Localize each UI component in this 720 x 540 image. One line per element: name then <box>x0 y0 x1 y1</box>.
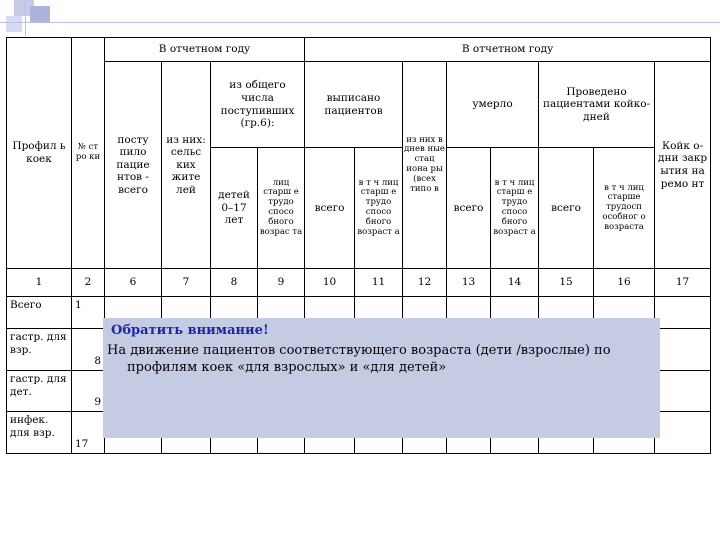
notice-text <box>107 343 655 377</box>
table-cell[interactable] <box>655 297 711 329</box>
column-number: 13 <box>447 269 491 297</box>
table-cell[interactable] <box>655 412 711 454</box>
column-number: 9 <box>258 269 305 297</box>
row-profile: инфек. для взр. <box>7 412 72 454</box>
header-died: умерло <box>447 62 539 148</box>
header-profile: Профил ь коек <box>7 38 72 269</box>
column-number: 7 <box>162 269 211 297</box>
table-cell[interactable] <box>655 371 711 412</box>
header-line-number: № ст ро ки <box>72 38 105 269</box>
header-period: В отчетном году <box>105 38 305 62</box>
column-number: 1 <box>7 269 72 297</box>
header-admitted-total: посту пило пацие нтов - всего <box>105 62 162 269</box>
header-died-older: в т ч лиц старш е трудо спосо бного возраст а <box>491 148 539 269</box>
notice-box <box>103 318 660 438</box>
notice-line: профилям коек «для взрослых» и «для детей» <box>127 359 447 375</box>
column-number: 10 <box>305 269 355 297</box>
row-line-number: 9 <box>72 371 105 412</box>
decor-line <box>25 0 26 36</box>
header-of-total: из общего числа поступивших (гр.6): <box>211 62 305 148</box>
header-children: детей 0–17 лет <box>211 148 258 269</box>
header-discharged-total: всего <box>305 148 355 269</box>
table-cell[interactable] <box>655 329 711 371</box>
header-bed-days-older: в т ч лиц старше трудосп особног о возраста <box>594 148 655 269</box>
header-older-admitted: лиц старш е трудо спосо бного возрас та <box>258 148 305 269</box>
header-discharged: выписано пациентов <box>305 62 403 148</box>
row-profile: гастр. для взр. <box>7 329 72 371</box>
row-profile: Всего <box>7 297 72 329</box>
column-number: 2 <box>72 269 105 297</box>
header-discharged-older: в т ч лиц старш е трудо спосо бного возраст а <box>355 148 403 269</box>
row-line-number: 17 <box>72 412 105 454</box>
header-bed-days-total: всего <box>539 148 594 269</box>
notice-line: На движение пациентов соответствующего возраста (дети /взрослые) по <box>107 343 611 358</box>
column-number: 6 <box>105 269 162 297</box>
column-number: 15 <box>539 269 594 297</box>
column-number: 11 <box>355 269 403 297</box>
column-number: 14 <box>491 269 539 297</box>
column-number: 8 <box>211 269 258 297</box>
row-profile: гастр. для дет. <box>7 371 72 412</box>
header-died-total: всего <box>447 148 491 269</box>
decor-square <box>6 16 22 32</box>
decor-square <box>30 6 50 22</box>
header-transferred-day-care: из них в днев ные стац иона ры (всех типо в <box>403 62 447 269</box>
notice-title: Обратить внимание! <box>111 323 269 338</box>
row-line-number: 8 <box>72 329 105 371</box>
column-number: 16 <box>594 269 655 297</box>
column-number: 12 <box>403 269 447 297</box>
header-period: В отчетном году <box>305 38 711 62</box>
header-rural: из них: сельс ких жите лей <box>162 62 211 269</box>
row-line-number: 1 <box>72 297 105 329</box>
decor-line <box>0 22 720 23</box>
column-number: 17 <box>655 269 711 297</box>
header-bed-days: Проведено пациентами койко-дней <box>539 62 655 148</box>
header-bed-closure: Койк о-дни закр ытия на ремо нт <box>655 62 711 269</box>
